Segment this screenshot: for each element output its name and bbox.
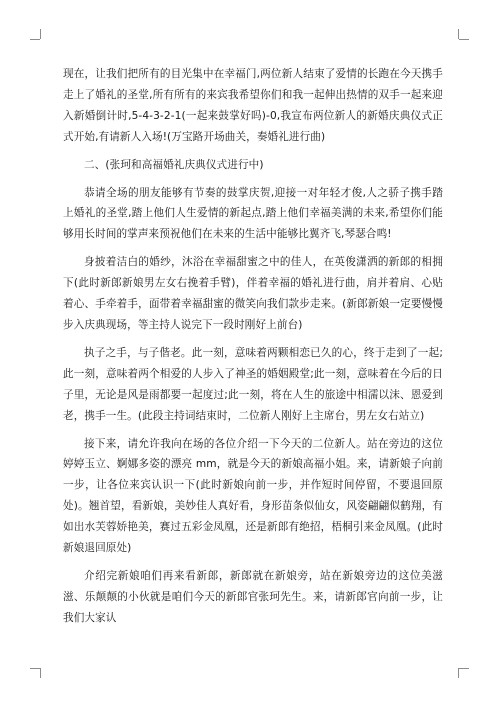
- document-body: [63, 64, 443, 636]
- section-heading-ceremony: 二、(张珂和高福婚礼庆典仪式进行中): [84, 158, 264, 171]
- crop-mark-top-left-vertical: [40, 29, 41, 39]
- crop-mark-bottom-right-horizontal: [459, 668, 469, 669]
- crop-mark-bottom-left-vertical: [40, 668, 41, 678]
- crop-mark-top-left-horizontal: [30, 39, 40, 40]
- crop-mark-top-right-horizontal: [459, 39, 469, 40]
- paragraph-applause: 恭请全场的朋友能够有节奏的鼓掌庆贺,迎接一对年轻才俊,人之骄子携手踏上婚礼的圣堂,踏上他们人生爱情的新起点,踏上他们幸福美满的未来,希望你们能够用长时间的掌声来预祝他们在未来的生活中能够比翼齐飞,琴瑟合鸣!: [63, 186, 443, 241]
- paragraph-bride-entrance: 身披着洁白的婚纱，沐浴在幸福甜蜜之中的佳人，在英俊潇洒的新郎的相拥下(此时新郎新娘男左女右挽着手臂)，伴着幸福的婚礼进行曲，肩并着肩、心贴着心、手牵着手，面带着幸福甜蜜的微笑向我们款步走来。(新郎新娘一定要慢慢步入庆典现场，等主持人说完下一段时刚好上前台): [63, 256, 443, 331]
- crop-mark-bottom-left-horizontal: [30, 668, 40, 669]
- crop-mark-bottom-right-vertical: [458, 668, 459, 678]
- paragraph-introduce-groom: 介绍完新娘咱们再来看新郎，新郎就在新娘旁，站在新娘旁边的这位美滋滋、乐颠颠的小伙就是咱们今天的新郎官张珂先生。来，请新郎官向前一步，让我们大家认: [63, 569, 443, 624]
- paragraph-opening: 现在，让我们把所有的目光集中在幸福门,两位新人结束了爱情的长跑在今天携手走上了婚礼的圣堂,所有所有的来宾我希望你们和我一起伸出热情的双手一起来迎入新婚倒计时,5-4-3-2-1(一起来鼓掌好吗)-0,我宣布两位新人的新婚庆典仪式正式开始,有请新人入场!(万宝路开场曲关，奏婚礼进行曲): [63, 68, 443, 143]
- paragraph-introduce-bride: 接下来，请允许我向在场的各位介绍一下今天的二位新人。站在旁边的这位婷婷玉立、婀娜多姿的漂亮 mm，就是今天的新娘高福小姐。来，请新娘子向前一步，让各位来宾认识一下(此时新娘向前一步，并作短时间停留，不要退回原处)。翘首望，看新娘，美妙佳人真好看，身形苗条似仙女，风姿翩翩似鹤翔，有如出水芙蓉娇艳美，赛过五彩金凤凰，还是新郎有绝招，梧桐引来金凤凰。(此时新娘退回原处): [63, 437, 443, 555]
- crop-mark-top-right-vertical: [458, 29, 459, 39]
- paragraph-vows: 执子之手，与子偕老。此一刻，意味着两颗相恋已久的心，终于走到了一起;此一刻，意味着两个相爱的人步入了神圣的婚姻殿堂;此一刻，意味着在今后的日子里，无论是风是雨都要一起度过;此一刻，将在人生的旅途中相濡以沫、恩爱到老，携手一生。(此段主持词结束时，二位新人刚好上主席台，男左女右站立): [63, 346, 443, 422]
